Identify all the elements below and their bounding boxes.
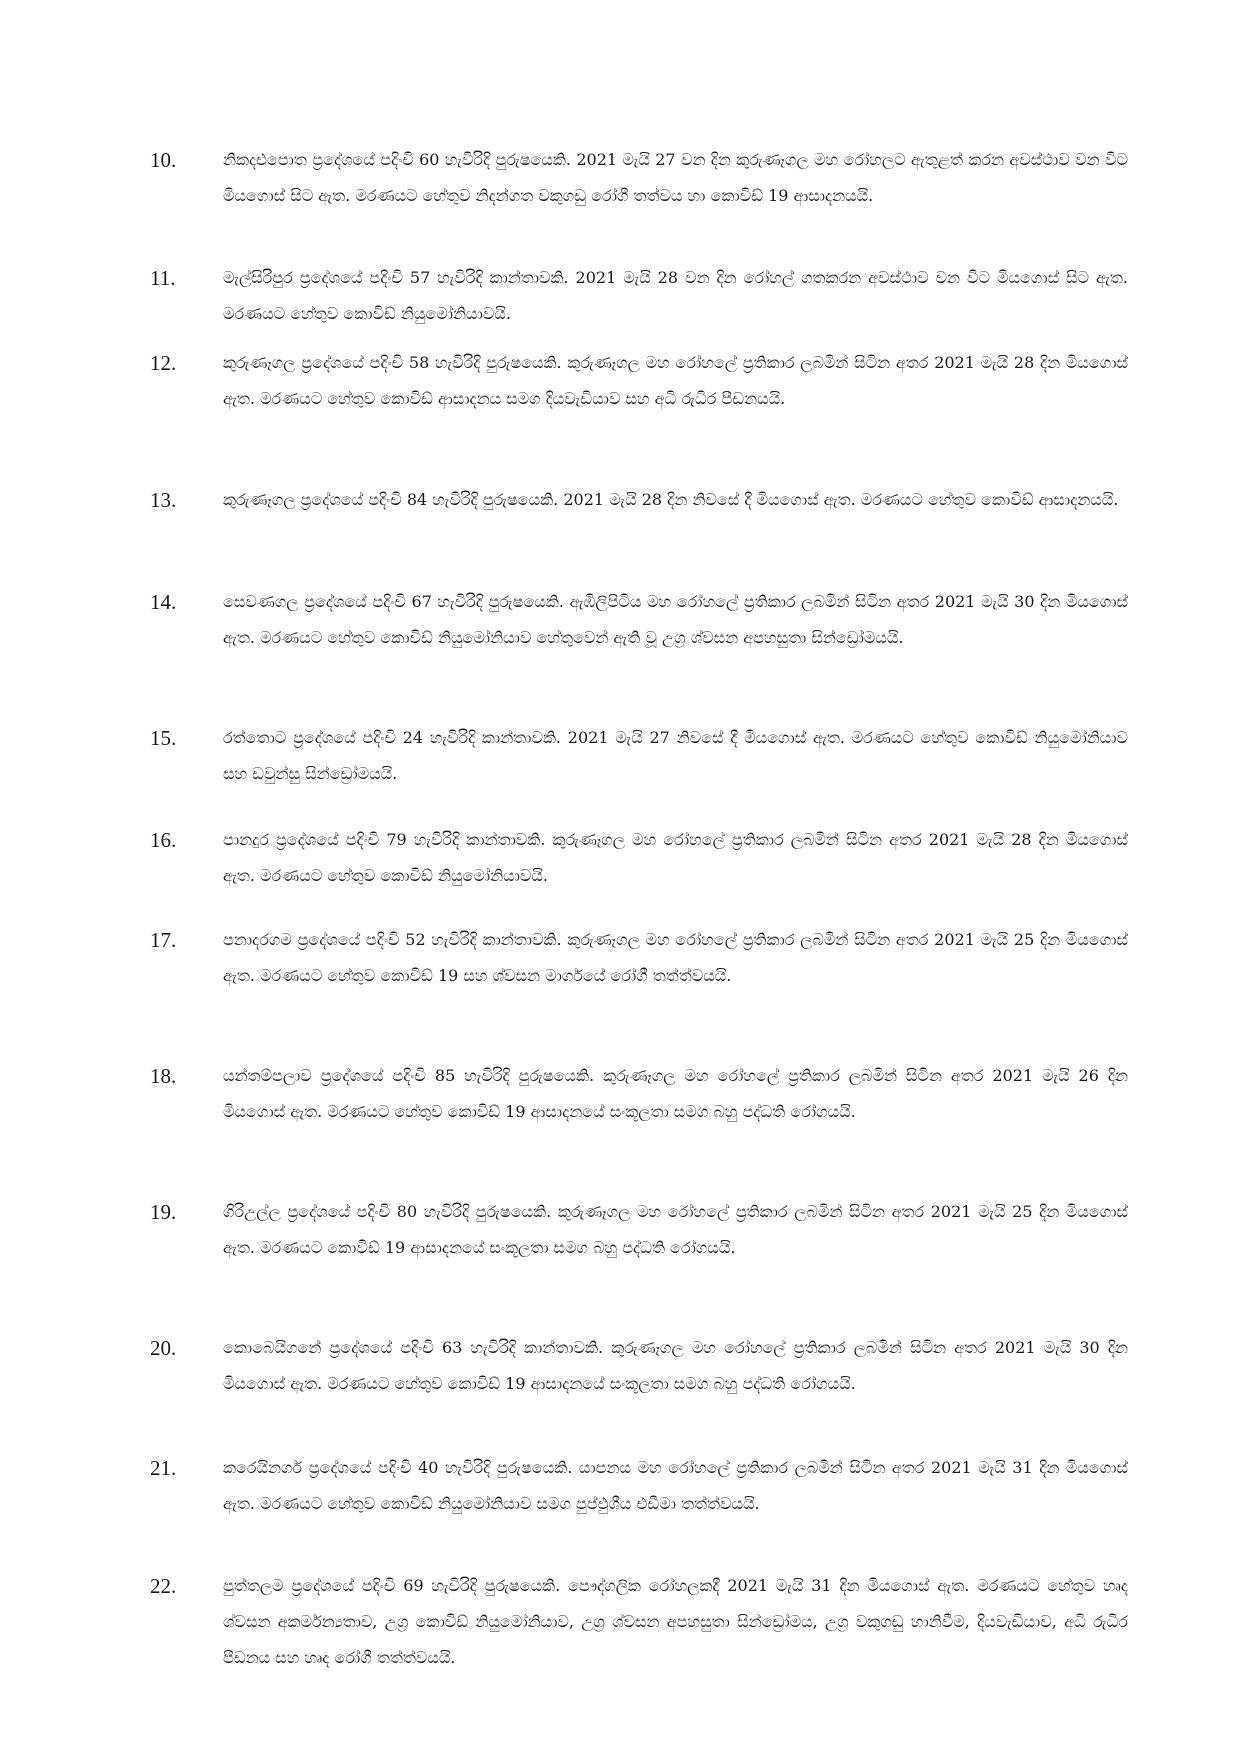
- item-text: මැල්සිරිපුර ප්‍රදේශයේ පදිංචි 57 හැවිරිදි කාන්තාවකි. 2021 මැයි 28 වන දින රෝහල් ගතකරන අවස්ථාව වන විට මියගොස් සිට ඇත. මරණයට හේතුව කොවිඩ් නියුමෝනියාවයි.: [223, 268, 1128, 323]
- item-text: සෙවණගල ප්‍රදේශයේ පදිංචි 67 හැවිරිදි පුරුෂයෙකි. ඇඹිලිපිටිය මහ රෝහලේ ප්‍රතිකාර ලබමින් සිටින අතර 2021 මැයි 30 දින මියගොස් ඇත. මරණයට හේතුව කොවිඩ් නියුමෝනියාව හේතුවෙන් ඇති වූ උග්‍ර ශ්වසන අපහසුතා සින්ඩ්‍රෝමයයි.: [223, 592, 1128, 647]
- item-number: 18.: [150, 1064, 177, 1088]
- item-text: යන්තම්පලාව ප්‍රදේශයේ පදිංචි 85 හැවිරිදි පුරුෂයෙකි. කුරුණෑගල මහ රෝහලේ ප්‍රතිකාර ලබමින් සිටින අතර 2021 මැයි 26 දින මියගොස් ඇත. මරණයට හේතුව කොවිඩ් 19 ආසාදනයේ සංකූලතා සමග බහු පද්ධති රෝගයයි.: [223, 1066, 1128, 1121]
- item-text: කුරුණෑගල ප්‍රදේශයේ පදිංචි 58 හැවිරිදි පුරුෂයෙකි. කුරුණෑගල මහ රෝහලේ ප්‍රතිකාර ලබමින් සිටින අතර 2021 මැයි 28 දින මියගොස් ඇත. මරණයට හේතුව කොවිඩ් ආසාදනය සමග දියවැඩියාව සහ අධි රුධිර පීඩනයයි.: [223, 353, 1128, 408]
- item-number: 14.: [150, 590, 177, 614]
- item-number: 13.: [150, 488, 177, 512]
- item-number: 16.: [150, 828, 177, 852]
- item-number: 17.: [150, 928, 177, 952]
- item-number: 21.: [150, 1456, 177, 1480]
- item-text: කරෙයිනගර් ප්‍රදේශයේ පදිංචි 40 හැවිරිදි පුරුෂයෙකි. යාපනය මහ රෝහලේ ප්‍රතිකාර ලබමින් සිටින අතර 2021 මැයි 31 දින මියගොස් ඇත. මරණයට හේතුව කොවිඩ් නියුමෝනියාව සමග පුප්ඵුශීය එඩීමා තත්ත්වයයි.: [223, 1458, 1128, 1513]
- item-text: කුරුණෑගල ප්‍රදේශයේ පදිංචි 84 හැවිරිදි පුරුෂයෙකි. 2021 මැයි 28 දින නිවසේ දී මියගොස් ඇත. මරණයට හේතුව කොවිඩ් ආසාදනයයි.: [223, 490, 1119, 509]
- item-number: 20.: [150, 1336, 177, 1360]
- item-number: 22.: [150, 1574, 177, 1598]
- item-text: කොබෙයිගනේ ප්‍රදේශයේ පදිංචි 63 හැවිරිදි කාන්තාවකි. කුරුණෑගල මහ රෝහලේ ප්‍රතිකාර ලබමින් සිටින අතර 2021 මැයි 30 දින මියගොස් ඇත. මරණයට හේතුව කොවිඩ් 19 ආසාදනයේ සංකූලතා සමග බහු පද්ධති රෝගයයි.: [223, 1338, 1128, 1393]
- item-text: රත්තොට ප්‍රදේශයේ පදිංචි 24 හැවිරිදි කාන්තාවකි. 2021 මැයි 27 නිවසේ දී මියගොස් ඇත. මරණයට හේතුව කොවිඩ් නියුමෝනියාව සහ ඩවුන්සු සින්ඩ්‍රෝමයයි.: [223, 728, 1128, 783]
- item-text: පුත්තලම ප්‍රදේශයේ පදිංචි 69 හැවිරිදි පුරුෂයෙකි. පෞද්ගලික රෝහලකදී 2021 මැයි 31 දින මියගොස් ඇත. මරණයට හේතුව හෘද ශ්වසන අකර්මන්‍යතාව, උග්‍ර කොවිඩ් නියුමෝනියාව, උග්‍ර ශ්වසන අපහසුතා සින්ඩ්‍රෝමය, උග්‍ර වකුගඩු හානිවීම, දියවැඩියාව, අධි රුධිර පීඩනය සහ හෘද රෝගී තත්ත්වයයි.: [223, 1576, 1128, 1667]
- item-number: 12.: [150, 351, 177, 375]
- item-number: 10.: [150, 148, 177, 172]
- item-number: 15.: [150, 726, 177, 750]
- item-text: නිකදළුපොත ප්‍රදේශයේ පදිංචි 60 හැවිරිදි පුරුෂයෙකි. 2021 මැයි 27 වන දින කුරුණෑගල මහ රෝහලට ඇතුළත් කරන අවස්ථාව වන විට මියගොස් සිට ඇත. මරණයට හේතුව නිදන්ගත වකුගඩු රෝගී තත්වය හා කොවිඩ් 19 ආසාදනයයි.: [223, 150, 1128, 205]
- item-number: 19.: [150, 1200, 177, 1224]
- item-text: පානදුර ප්‍රදේශයේ පදිංචි 79 හැවිරිදි කාන්තාවකි. කුරුණෑගල මහ රෝහලේ ප්‍රතිකාර ලබමින් සිටින අතර 2021 මැයි 28 දින මියගොස් ඇත. මරණයට හේතුව කොවිඩ් නියුමෝනියාවයි.: [223, 830, 1128, 885]
- item-number: 11.: [150, 266, 176, 290]
- item-text: ගිරිඋල්ල ප්‍රදේශයේ පදිංචි 80 හැවිරිදි පුරුෂයෙකි. කුරුණෑගල මහ රෝහලේ ප්‍රතිකාර ලබමින් සිටින අතර 2021 මැයි 25 දින මියගොස් ඇත. මරණයට කොවිඩ් 19 ආසාදනයේ සංකූලතා සමග බහු පද්ධති රෝගයයි.: [223, 1202, 1128, 1257]
- item-text: පනාදරගම ප්‍රදේශයේ පදිංචි 52 හැවිරිදි කාන්තාවකි. කුරුණෑගල මහ රෝහලේ ප්‍රතිකාර ලබමින් සිටින අතර 2021 මැයි 25 දින මියගොස් ඇත. මරණයට හේතුව කොවිඩ් 19 සහ ශ්වසන මාර්ගයේ රෝගී තත්ත්වයයි.: [223, 930, 1128, 985]
